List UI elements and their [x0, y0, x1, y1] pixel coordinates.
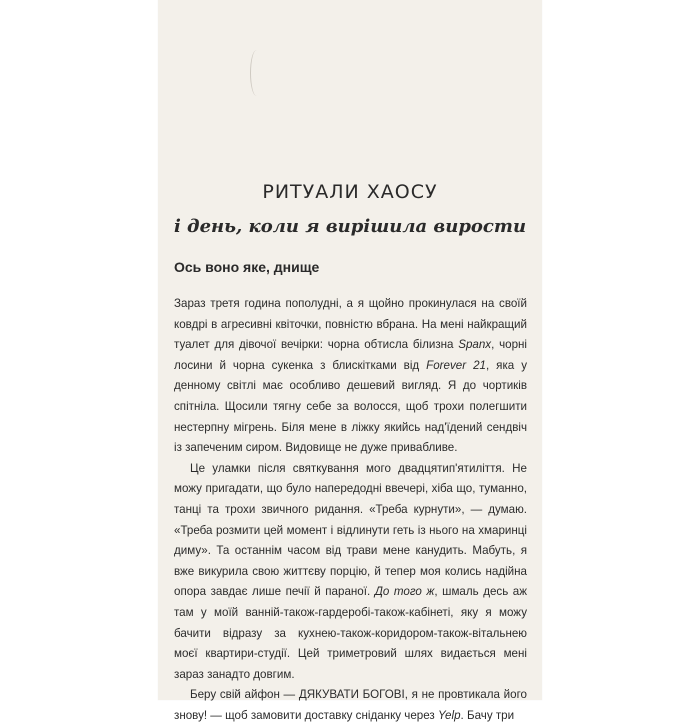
emphasis-run: Forever 21: [426, 358, 486, 372]
decorative-mark: [250, 50, 263, 96]
emphasis-run: Yelp: [437, 708, 461, 722]
text-run: Беру свій айфон — ДЯКУВАТИ БОГОВІ, я не провтикала його знову! — щоб замовити доставку сніданку через: [174, 688, 527, 722]
paragraph-2: [174, 459, 527, 686]
book-page: [158, 0, 542, 722]
text-run: Це уламки після святкування мого двадцятип'ятиліття. Не можу пригадати, що було напередодні ввечері, хіба що, туманно, танці та трохи звичного ридання. «Треба курнути», — думаю. «Треба розмити цей момент і відлинути геть із нього на хмаринці диму». Та останнім часом від трави мене канудить. Мабуть, я вже викурила свою життєву порцію, й тепер моя колись надійна опора завдає лише печії й параної.: [174, 461, 527, 599]
emphasis-run: Spanx: [458, 338, 492, 352]
paragraph-3: [174, 685, 527, 726]
paragraph-1: [174, 294, 527, 459]
emphasis-run: До того ж: [374, 585, 435, 599]
text-run: , шмаль десь аж там у моїй ванній-також-гардеробі-також-кабінеті, яку я можу бачити відразу за кухнею-також-коридором-також-вітальнею моєї квартири-студії. Цей триметровий шлях видається мені зараз занадто довгим.: [174, 585, 527, 681]
text-run: Зараз третя година пополудні, а я щойно прокинулася на своїй ковдрі в агресивні квіточки, повністю вбрана. На мені найкращий туалет для дівочої вечірки: чорна обтисла білизна: [174, 297, 527, 352]
body-text: [174, 294, 527, 726]
chapter-title: РИТУАЛИ ХАОСУ: [262, 181, 438, 203]
section-heading: Ось воно яке, днище: [174, 259, 320, 275]
chapter-subtitle: і день, коли я вирішила вирости: [173, 216, 527, 237]
text-run: , яка у денному світлі має особливо дешевий вигляд. Я до чортиків спітніла. Щосили тягну себе за волосся, щоб трохи полегшити нестерпну мігрень. Біля мене в ліжку якийсь над'їдений сендвіч із запеченим сиром. Видовище не дуже привабливе.: [174, 358, 528, 455]
text-run: . Бачу три: [460, 708, 515, 722]
text-run: , чорні лосини й чорна сукенка з блискітками від: [174, 338, 527, 372]
